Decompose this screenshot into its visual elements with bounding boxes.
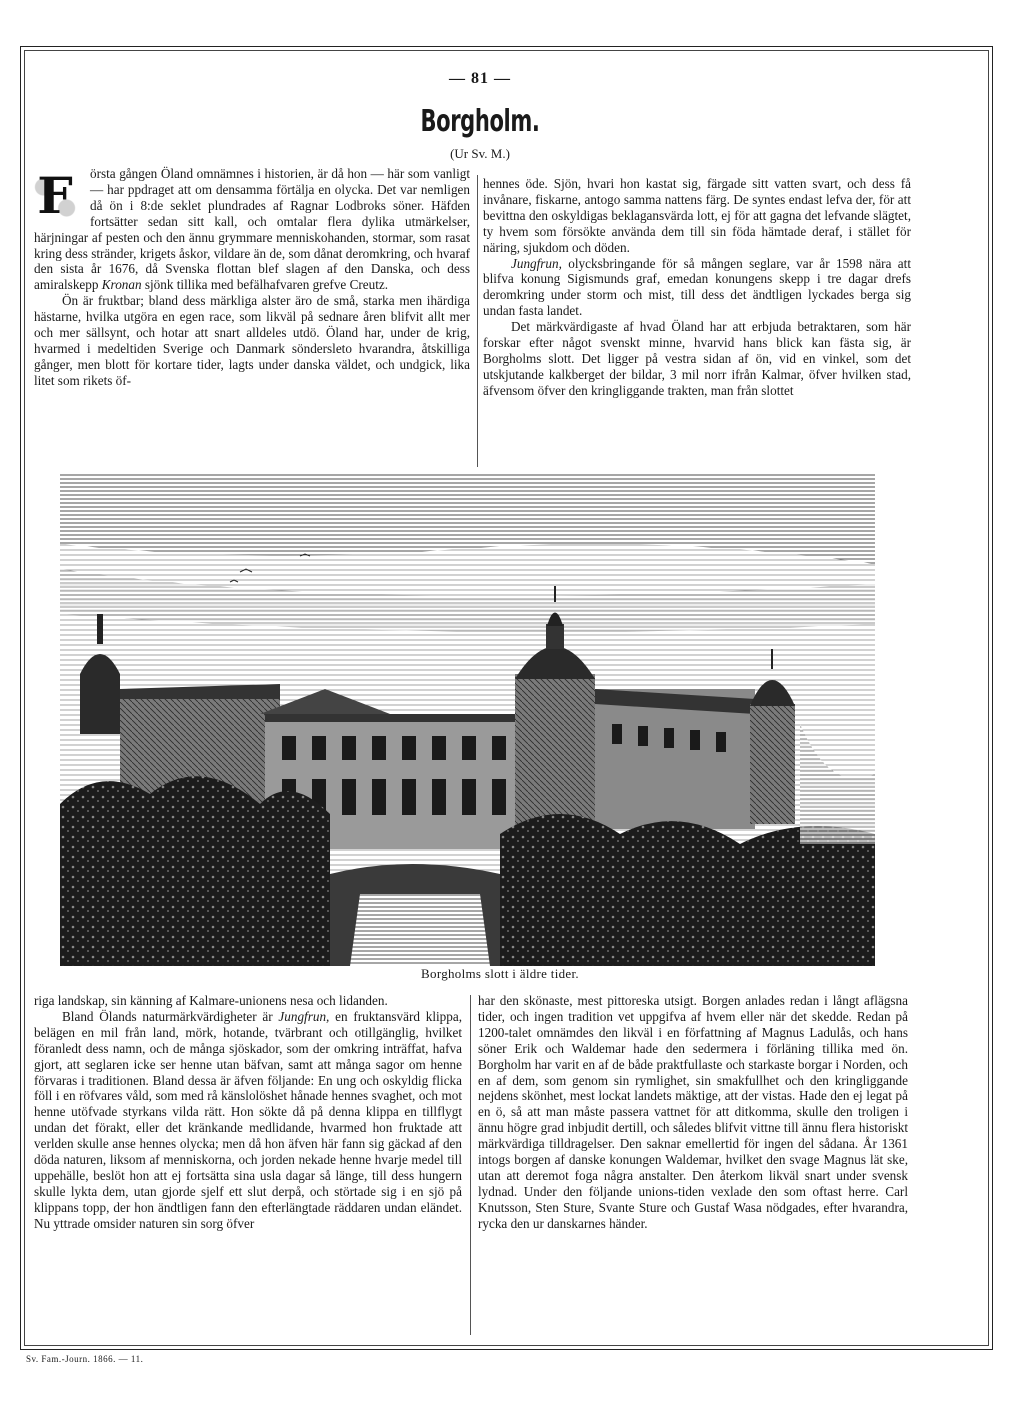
- decorated-initial-letter: F: [26, 166, 84, 226]
- illustration-caption: Borgholms slott i äldre tider.: [421, 966, 579, 981]
- paragraph: har den skönaste, mest pittoreska utsigt. Borgen anlades redan i långt aflägsna tider, och ingen tradition vet uppgifva af hvem eller när det skedde. Redan på 1200-talet omnämdes den likväl i en författning af Magnus Ladulås, och hans söner Erik och Waldemar hade den sedermera i förläning tillika med ön. Borgholm har varit en af de både praktfullaste och starkaste borgar i Norden, och en af dem, som genom sin rymlighet, sin smakfullhet och den kringliggande nejdens skönhet, mest lockat landets mäktige, att der vistas. Hade den ej legat på en ö, så att man måste passera vattnet för att ditkomma, skulle den troligen i ännu högre grad inbjudit dertill, och således blifvit vittne till ännu flera historiskt märkvärdiga tilldragelser. Den saknar emellertid för ingen del sådana. År 1361 intogs borgen af danske konungen Waldemar, hvilket den svage Magnus lät ske, utan att deremot foga några anstalter. Den återkom likväl snart under svensk lydnad. Under den följande unions-tiden vexlade den som oftast herre. Carl Knutsson, Sten Sture, Svante Sture och Gustaf Wasa nödgades, efter hvarandra, rycka den ur danskarnes händer.: [478, 993, 908, 1231]
- column-top-left: [34, 166, 470, 389]
- paragraph: hennes öde. Sjön, hvari hon kastat sig, färgade sitt vatten svart, och dess få invånare, fiskarne, antogo samma nattens färg. De syntes endast lefva der, för att bevittna den oskyldigas beklagansvärda lott, ej för att gagna det lefvande slägtet, ty hvem som försökte använda dem till sin föda hämtade deraf, i stället för näring, sjukdom och döden.: [483, 176, 911, 255]
- paragraph-text: olycksbringande för så mången seglare, var år 1598 nära att blifva konung Sigismunds graf, emedan konungens skepp i tre dagar drefs deromkring under storm och mist, till dess det ändtligen lyckades berga sig undan fasta landet.: [483, 255, 911, 319]
- column-bottom-left: [34, 993, 462, 1232]
- paragraph-text: sjönk tillika med befälhafvaren grefve Creutz.: [141, 277, 389, 293]
- paragraph-text: örsta gången Öland omnämnes i historien, är då hon — här som vanligt — har ppdraget att om densamma förtälja en olycka. Det var nemligen då ön i 8:de seklet plundrades af Ragnar Lodbroks söner. Häfden fortsätter sedan sitt kall, och omtalar flera dylika utmärkelser, härjningar af pesten och den ännu grymmare menniskohanden, stormar, som rasat kring dess stränder, krigets åskor, vildare än de, som dånat deromkring, och hvaraf den sista år 1676, då Svenska flottan blef slagen af den Danska, och dess amiralskepp: [34, 166, 470, 293]
- page-number: — 81 —: [449, 70, 511, 87]
- rock-name: Jungfrun,: [278, 1008, 330, 1024]
- paragraph: Ön är fruktbar; bland dess märkliga alster äro de små, starka men ihärdiga hästarne, hvilka utgöra en egen race, som likväl på sednare åren blifvit allt mer och mer sällsynt, och hotar att snart alldeles utdö. Öland har, under de krig, hvarmed i medeltiden Sverige och Danmark söndersleto hvarandra, åtskilliga gånger, men blott för kortare tider, lagts under danska väldet, och undgick, lika litet som rikets öf-: [34, 293, 470, 388]
- paragraph: riga landskap, sin känning af Kalmare-unionens nesa och lidanden.: [34, 993, 388, 1008]
- footer-reference: Sv. Fam.-Journ. 1866. — 11.: [26, 1354, 144, 1364]
- castle-engraving: [60, 474, 875, 966]
- rock-name: Jungfrun,: [511, 255, 562, 271]
- article-title: Borgholm.: [420, 104, 540, 139]
- paragraph-text: Bland Ölands naturmärkvärdigheter är: [62, 1008, 279, 1024]
- paragraph: [34, 1009, 462, 1232]
- paragraph: [34, 166, 470, 293]
- column-top-right: [483, 176, 911, 399]
- paragraph: [483, 256, 911, 320]
- ship-name: Kronan: [101, 277, 142, 293]
- column-divider: [477, 175, 478, 467]
- paragraph-text: en fruktansvärd klippa, belägen en mil från land, mörk, hotande, tvärbrant och otillgänglig, hvilket föranledt dess namn, och de många sjöskador, som der omkring inträffat, hafva gjort, att seglaren icke ser henne utan bäfvan, samt att många sagor om henne förvaras i traditionen. Bland dessa är äfven följande: En ung och oskyldig flicka föll i en röfvares våld, som med rå känslolöshet hånade hennes svaghet, och mot henne utöfvade styrkans vilda rätt. Hon sökte då på denna klippa en tillflygt undan det förakt, eller det kränkande medlidande, hvarmed hon fruktade att verlden skulle anse hennes olycka; men då hon äfven här fann sig gäckad af den döda naturen, liksom af menniskorna, och jorden nekade henne hvarje medel till uppehälle, beslöt hon att ej fortsätta sina usla dagar så länge, till dess hungern skulle lykta dem, utan gjorde sjelf ett slut derpå, och störtade sig i en sjö på klippans topp, der hon ändtligen fann den efterlängtade räddaren undan eländet. Nu yttrade omsider naturen sin sorg öfver: [34, 1008, 462, 1231]
- article-source: (Ur Sv. M.): [450, 146, 510, 161]
- column-divider: [470, 995, 471, 1335]
- column-bottom-right: [478, 993, 908, 1232]
- paragraph: Det märkvärdigaste af hvad Öland har att erbjuda betraktaren, som här forskar efter något svenskt minne, hvarvid hans blick kan fästa sig, är Borgholms slott. Det ligger på vestra sidan af ön, vid en vinkel, som det utskjutande kalkberget der bildar, 3 mil norr ifrån Kalmar, öfver hvilken stad, äfvensom öfver den kringliggande trakten, man från slottet: [483, 319, 911, 398]
